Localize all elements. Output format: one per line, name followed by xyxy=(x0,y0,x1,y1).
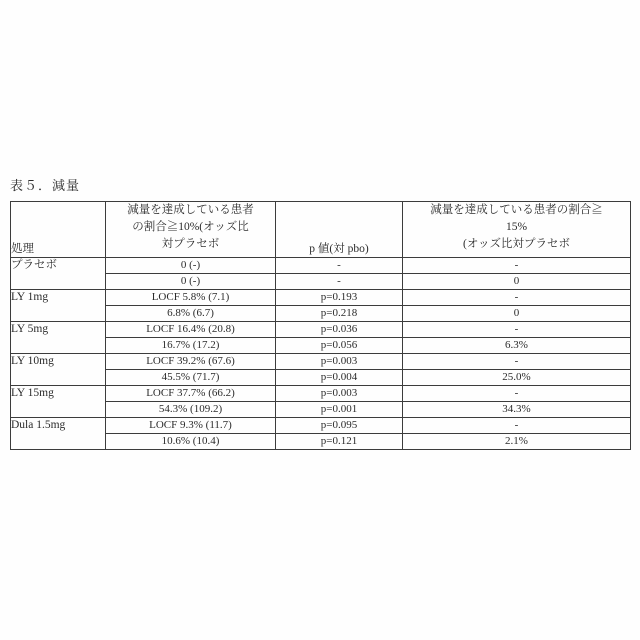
pct10-cell: 54.3% (109.2) xyxy=(106,402,276,418)
pvalue-cell: - xyxy=(276,258,403,274)
header-pct15-line1: 減量を達成している患者の割合≧ xyxy=(430,204,603,216)
pct15-cell: 6.3% xyxy=(403,338,631,354)
pct15-cell: - xyxy=(403,354,631,370)
header-pct15 xyxy=(403,202,631,258)
pct10-cell: 6.8% (6.7) xyxy=(106,306,276,322)
pvalue-cell: p=0.036 xyxy=(276,322,403,338)
pct15-cell: - xyxy=(403,322,631,338)
pct10-cell: LOCF 16.4% (20.8) xyxy=(106,322,276,338)
header-treatment: 処理 xyxy=(11,202,106,258)
table-header-row xyxy=(11,202,631,258)
results-table xyxy=(10,201,631,450)
table-row xyxy=(11,418,631,434)
pct15-cell: - xyxy=(403,290,631,306)
pct15-cell: 34.3% xyxy=(403,402,631,418)
pvalue-cell: p=0.003 xyxy=(276,354,403,370)
pct10-cell: LOCF 5.8% (7.1) xyxy=(106,290,276,306)
pct10-cell: 16.7% (17.2) xyxy=(106,338,276,354)
treatment-cell: LY 10mg xyxy=(11,354,106,386)
pct10-cell: 10.6% (10.4) xyxy=(106,434,276,450)
pvalue-cell: p=0.003 xyxy=(276,386,403,402)
table-row xyxy=(11,290,631,306)
pct10-cell: 0 (-) xyxy=(106,274,276,290)
pvalue-cell: p=0.218 xyxy=(276,306,403,322)
pct15-cell: - xyxy=(403,418,631,434)
table-row xyxy=(11,354,631,370)
header-pct10-line3: 対プラセボ xyxy=(161,238,220,250)
header-pct10-line2: の割合≧10%(オッズ比 xyxy=(132,221,249,233)
pct10-cell: 0 (-) xyxy=(106,258,276,274)
treatment-cell: プラセボ xyxy=(11,258,106,290)
header-pct10-line1: 減量を達成している患者 xyxy=(127,204,254,216)
treatment-cell: Dula 1.5mg xyxy=(11,418,106,450)
pvalue-cell: p=0.001 xyxy=(276,402,403,418)
pct15-cell: 0 xyxy=(403,274,631,290)
pct15-cell: - xyxy=(403,258,631,274)
pct10-cell: LOCF 9.3% (11.7) xyxy=(106,418,276,434)
pvalue-cell: p=0.004 xyxy=(276,370,403,386)
header-pct15-line3: (オッズ比対プラセボ xyxy=(463,238,570,250)
pct15-cell: 0 xyxy=(403,306,631,322)
treatment-cell: LY 5mg xyxy=(11,322,106,354)
pvalue-cell: p=0.095 xyxy=(276,418,403,434)
treatment-cell: LY 1mg xyxy=(11,290,106,322)
table-title: 表５．減量 xyxy=(10,178,81,193)
pvalue-cell: p=0.121 xyxy=(276,434,403,450)
pct10-cell: LOCF 39.2% (67.6) xyxy=(106,354,276,370)
pct10-cell: 45.5% (71.7) xyxy=(106,370,276,386)
pct15-cell: 25.0% xyxy=(403,370,631,386)
pct10-cell: LOCF 37.7% (66.2) xyxy=(106,386,276,402)
pct15-cell: 2.1% xyxy=(403,434,631,450)
treatment-cell: LY 15mg xyxy=(11,386,106,418)
pvalue-cell: p=0.193 xyxy=(276,290,403,306)
table-row xyxy=(11,386,631,402)
pvalue-cell: p=0.056 xyxy=(276,338,403,354)
header-pct15-line2: 15% xyxy=(505,221,528,233)
table-row xyxy=(11,322,631,338)
pvalue-cell: - xyxy=(276,274,403,290)
pct15-cell: - xyxy=(403,386,631,402)
header-pvalue: p 値(対 pbo) xyxy=(276,202,403,258)
header-pct10 xyxy=(106,202,276,258)
table-row xyxy=(11,258,631,274)
